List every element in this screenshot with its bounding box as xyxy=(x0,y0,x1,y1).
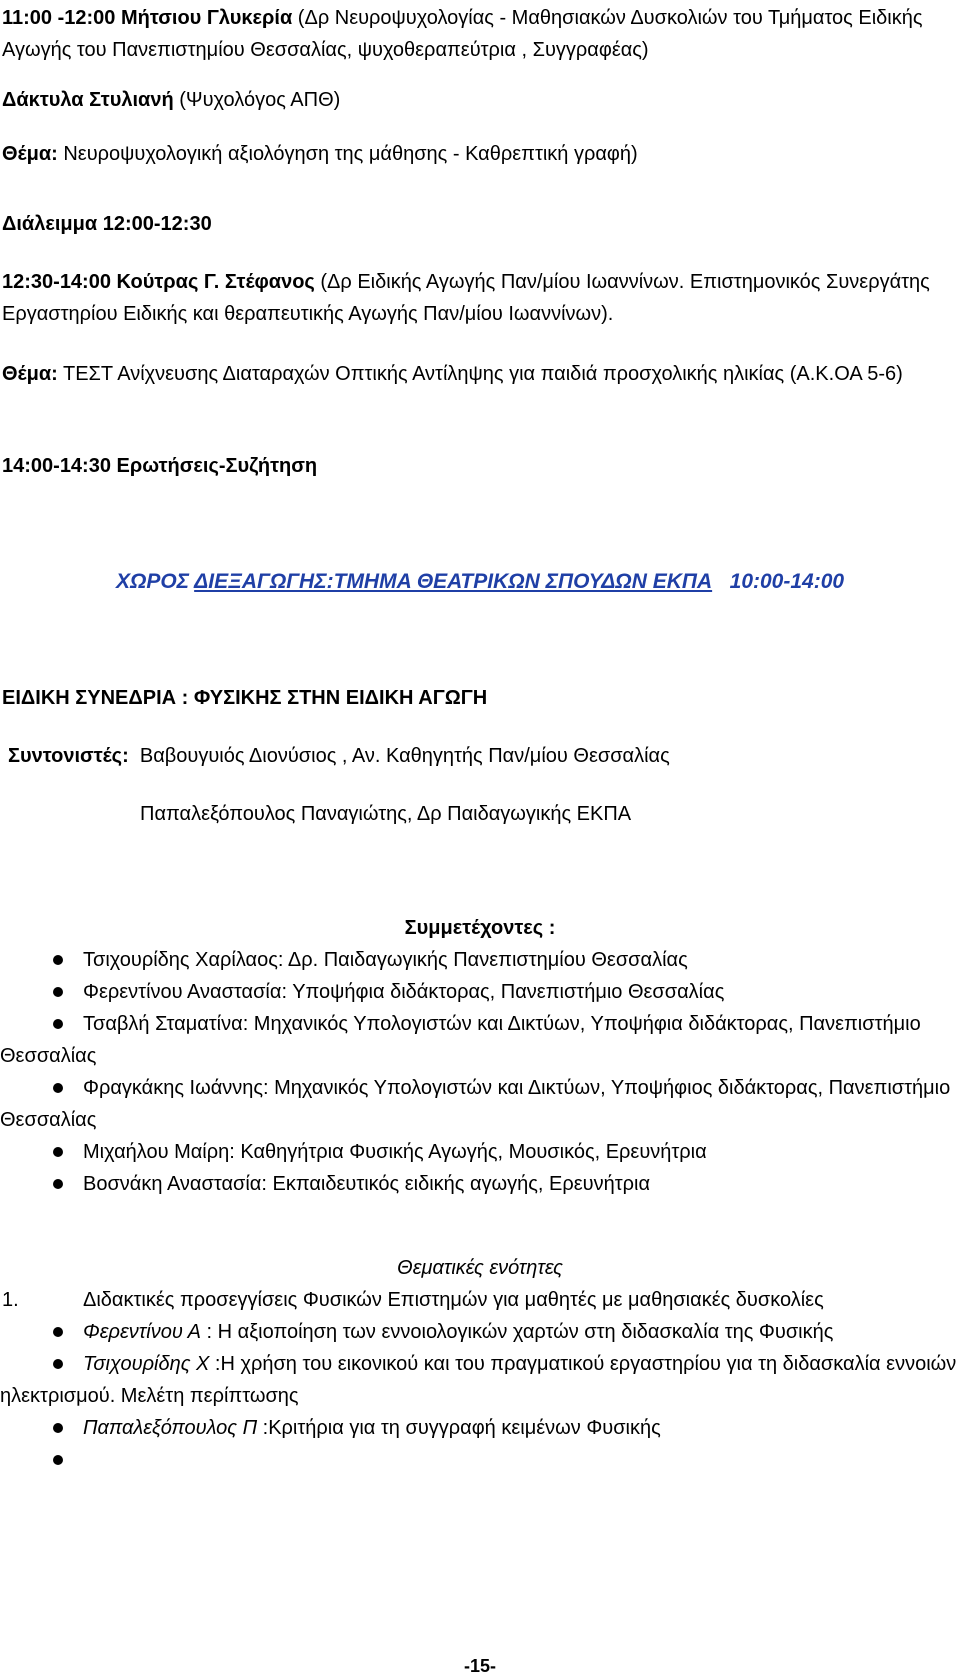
session-title xyxy=(2,682,960,714)
unit-number: 1. xyxy=(2,1289,19,1311)
units-heading xyxy=(0,1252,960,1284)
theme-text: ΤΕΣΤ Ανίχνευσης Διαταραχών Οπτικής Αντίληψης για παιδιά προσχολικής ηλικίας (Α.Κ.ΟΑ 5-6) xyxy=(62,363,903,385)
talks-list xyxy=(0,1316,960,1476)
list-item: Μιχαήλου Μαίρη: Καθηγήτρια Φυσικής Αγωγής, Μουσικός, Ερευνήτρια xyxy=(0,1136,960,1168)
session-title-text: ΕΙΔΙΚΗ ΣΥΝΕΔΡΙΑ : ΦΥΣΙΚΗΣ ΣΤΗΝ ΕΙΔΙΚΗ ΑΓΩΓΗ xyxy=(2,687,488,709)
speaker-name: Κούτρας Γ. Στέφανος xyxy=(116,271,315,293)
participants-heading xyxy=(0,912,960,944)
participants-list xyxy=(0,944,960,1200)
talk-time: 12:30-14:00 xyxy=(2,271,111,293)
speaker-affiliation: (Δρ Νευροψυχολογίας - Μαθησιακών Δυσκολιών του Τμήματος Ειδικής Αγωγής του Πανεπιστημίου Θεσσαλίας, ψυχοθεραπεύτρια , Συγγραφέας) xyxy=(2,7,923,61)
venue-time: 10:00-14:00 xyxy=(729,570,845,593)
list-item: Τσιχουρίδης Χ :Η χρήση του εικονικού και του πραγματικού εργαστηρίου για τη διδασκαλία εννοιών ηλεκτρισμού. Μελέτη περίπτωσης xyxy=(0,1353,957,1407)
talk-daktyla xyxy=(2,84,960,116)
bullet-icon xyxy=(53,1359,63,1369)
theme-label: Θέμα: xyxy=(2,143,58,165)
bullet-icon xyxy=(53,1147,63,1157)
talk-theme xyxy=(2,138,960,170)
bullet-icon xyxy=(53,1327,63,1337)
coordinators-label: Συντονιστές: xyxy=(8,745,129,767)
list-item: Φερεντίνου Α : Η αξιοποίηση των εννοιολογικών χαρτών στη διδασκαλία της Φυσικής xyxy=(0,1316,960,1348)
units-heading-text: Θεματικές ενότητες xyxy=(397,1257,563,1279)
qa-line xyxy=(2,450,960,482)
talk-theme xyxy=(2,358,960,390)
coordinator-1: Βαβουγυιός Διονύσιος , Αν. Καθηγητής Παν/μίου Θεσσαλίας xyxy=(139,745,670,767)
bullet-icon xyxy=(53,1455,63,1465)
list-item: Παπαλεξόπουλος Π :Κριτήρια για τη συγγραφή κειμένων Φυσικής xyxy=(0,1412,960,1444)
venue-place: ΔΙΕΞΑΓΩΓΗΣ:ΤΜΗΜΑ ΘΕΑΤΡΙΚΩΝ ΣΠΟΥΔΩΝ ΕΚΠΑ xyxy=(194,570,713,593)
speaker-affiliation: (Δρ Ειδικής Αγωγής Παν/μίου Ιωαννίνων. Επιστημονικός Συνεργάτης Εργαστηρίου Ειδικής και θεραπευτικής Αγωγής Παν/μίου Ιωαννίνων). xyxy=(2,271,930,325)
bullet-icon xyxy=(53,1179,63,1189)
speaker-name: Δάκτυλα Στυλιανή xyxy=(2,89,174,111)
speaker-name: Μήτσιου Γλυκερία xyxy=(120,7,293,29)
talk-koutras xyxy=(2,266,960,330)
venue-line xyxy=(0,566,960,598)
bullet-icon xyxy=(53,987,63,997)
talk-time: 11:00 -12:00 xyxy=(2,7,116,29)
list-item xyxy=(0,1444,960,1476)
theme-label: Θέμα: xyxy=(2,363,58,385)
bullet-icon xyxy=(53,955,63,965)
bullet-icon xyxy=(53,1423,63,1433)
participants-heading-text: Συμμετέχοντες : xyxy=(404,917,556,939)
coordinator-2-line xyxy=(140,798,960,830)
venue-prefix: ΧΩΡΟΣ xyxy=(115,570,195,593)
qa-text: 14:00-14:30 Ερωτήσεις-Συζήτηση xyxy=(2,455,318,477)
list-item: Τσαβλή Σταματίνα: Μηχανικός Υπολογιστών και Δικτύων, Υποψήφια διδάκτορας, Πανεπιστήμιο Θεσσαλίας xyxy=(0,1013,921,1067)
list-item: Φραγκάκης Ιωάννης: Μηχανικός Υπολογιστών και Δικτύων, Υποψήφιος διδάκτορας, Πανεπιστήμιο Θεσσαλίας xyxy=(0,1077,951,1131)
break-line xyxy=(2,208,960,240)
theme-text: Νευροψυχολογική αξιολόγηση της μάθησης - Καθρεπτική γραφή) xyxy=(63,143,638,165)
bullet-icon xyxy=(53,1019,63,1029)
break-text: Διάλειμμα 12:00-12:30 xyxy=(2,213,212,235)
list-item: Τσιχουρίδης Χαρίλαος: Δρ. Παιδαγωγικής Πανεπιστημίου Θεσσαλίας xyxy=(0,944,960,976)
coordinators-line xyxy=(8,740,960,772)
bullet-icon xyxy=(53,1083,63,1093)
unit-title: Διδακτικές προσεγγίσεις Φυσικών Επιστημών για μαθητές με μαθησιακές δυσκολίες xyxy=(83,1289,824,1311)
talk-mitsiou xyxy=(2,2,960,66)
speaker-affiliation: (Ψυχολόγος ΑΠΘ) xyxy=(179,89,341,111)
page-number: -15- xyxy=(463,1656,496,1676)
unit-1 xyxy=(0,1284,960,1316)
list-item: Βοσνάκη Αναστασία: Εκπαιδευτικός ειδικής αγωγής, Ερευνήτρια xyxy=(0,1168,960,1200)
list-item: Φερεντίνου Αναστασία: Υποψήφια διδάκτορας, Πανεπιστήμιο Θεσσαλίας xyxy=(0,976,960,1008)
coordinator-2: Παπαλεξόπουλος Παναγιώτης, Δρ Παιδαγωγικής ΕΚΠΑ xyxy=(140,803,632,825)
